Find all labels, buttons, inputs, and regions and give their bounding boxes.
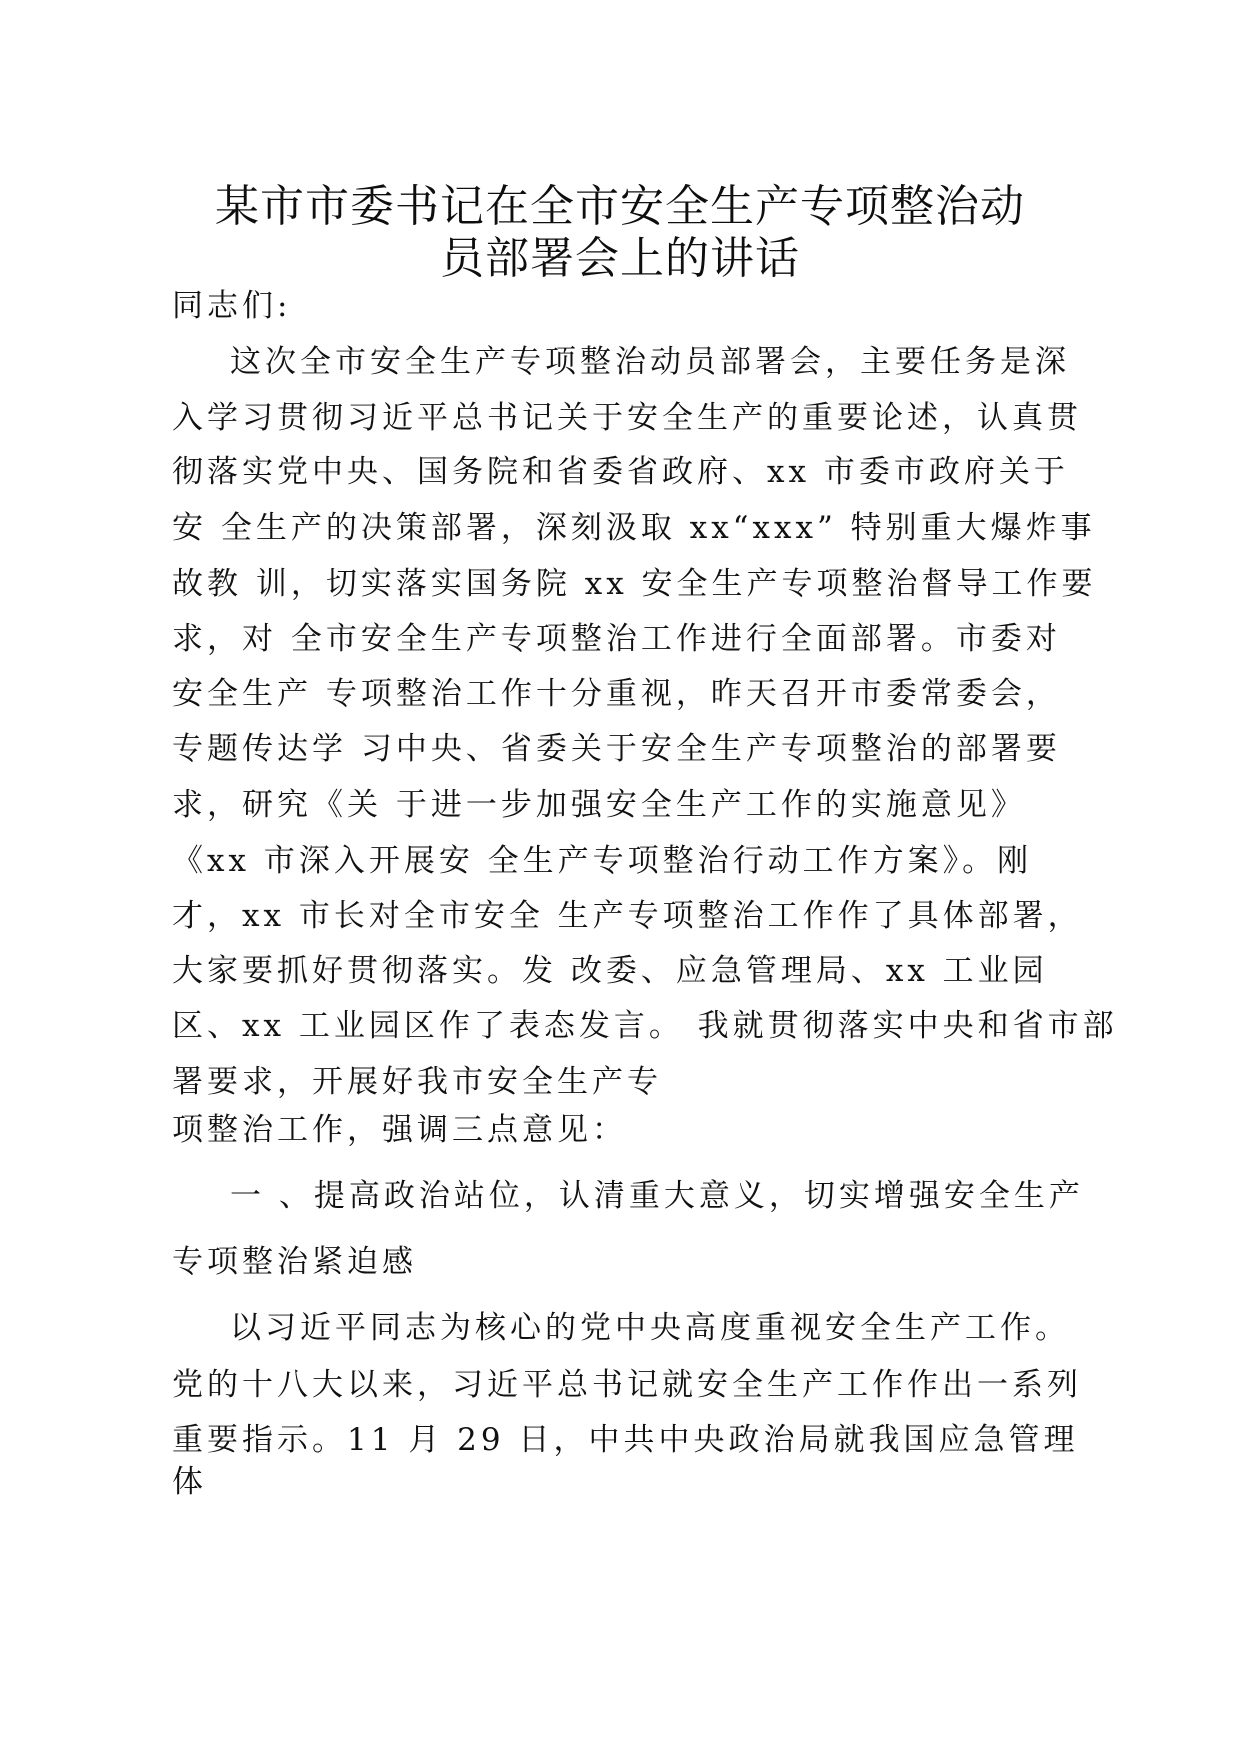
body-line-11: 才，xx 市长对全市安全 生产专项整治工作作了具体部署， xyxy=(172,898,1083,934)
section-heading-line-1: 一 、提高政治站位，认清重大意义，切实增强安全生产 xyxy=(230,1178,1084,1214)
body-line-2: 入学习贯彻习近平总书记关于安全生产的重要论述，认真贯 xyxy=(172,400,1082,436)
body-line-5: 故教 训，切实落实国务院 xx 安全生产专项整治督导工作要 xyxy=(172,566,1097,602)
body-line-1: 这次全市安全生产专项整治动员部署会，主要任务是深 xyxy=(230,344,1070,380)
body-line-18: 以习近平同志为核心的党中央高度重视安全生产工作。 xyxy=(230,1310,1070,1346)
salutation: 同志们: xyxy=(172,288,292,324)
body-line-14: 署要求，开展好我市安全生产专 xyxy=(172,1064,662,1100)
body-line-8: 专题传达学 习中央、省委关于安全生产专项整治的部署要 xyxy=(172,731,1061,767)
body-line-21: 体 xyxy=(172,1464,207,1500)
body-line-6: 求，对 全市安全生产专项整治工作进行全面部署。市委对 xyxy=(172,621,1061,657)
body-line-13: 区、xx 工业园区作了表态发言。 我就贯彻落实中央和省市部 xyxy=(172,1008,1118,1044)
body-line-9: 求，研究《关 于进一步加强安全生产工作的实施意见》 xyxy=(172,787,1026,823)
body-line-10: 《xx 市深入开展安 全生产专项整治行动工作方案》。刚 xyxy=(172,843,1033,879)
body-line-20: 重要指示。11 月 29 日，中共中央政治局就我国应急管理 xyxy=(172,1422,1079,1458)
document-title-line-1: 某市市委书记在全市安全生产专项整治动 xyxy=(215,181,1025,232)
body-line-4: 安 全生产的决策部署，深刻汲取 xx“xxx” 特别重大爆炸事 xyxy=(172,510,1096,546)
body-line-7: 安全生产 专项整治工作十分重视，昨天召开市委常委会， xyxy=(172,676,1061,712)
body-line-3: 彻落实党中央、国务院和省委省政府、xx 市委市政府关于 xyxy=(172,454,1069,490)
document-title-line-2: 员部署会上的讲话 xyxy=(440,233,800,284)
body-line-12: 大家要抓好贯彻落实。发 改委、应急管理局、xx 工业园 xyxy=(172,953,1048,989)
body-line-19: 党的十八大以来，习近平总书记就安全生产工作作出一系列 xyxy=(172,1367,1082,1403)
body-line-15: 项整治工作，强调三点意见： xyxy=(172,1112,627,1148)
section-heading-line-2: 专项整治紧迫感 xyxy=(172,1244,417,1280)
